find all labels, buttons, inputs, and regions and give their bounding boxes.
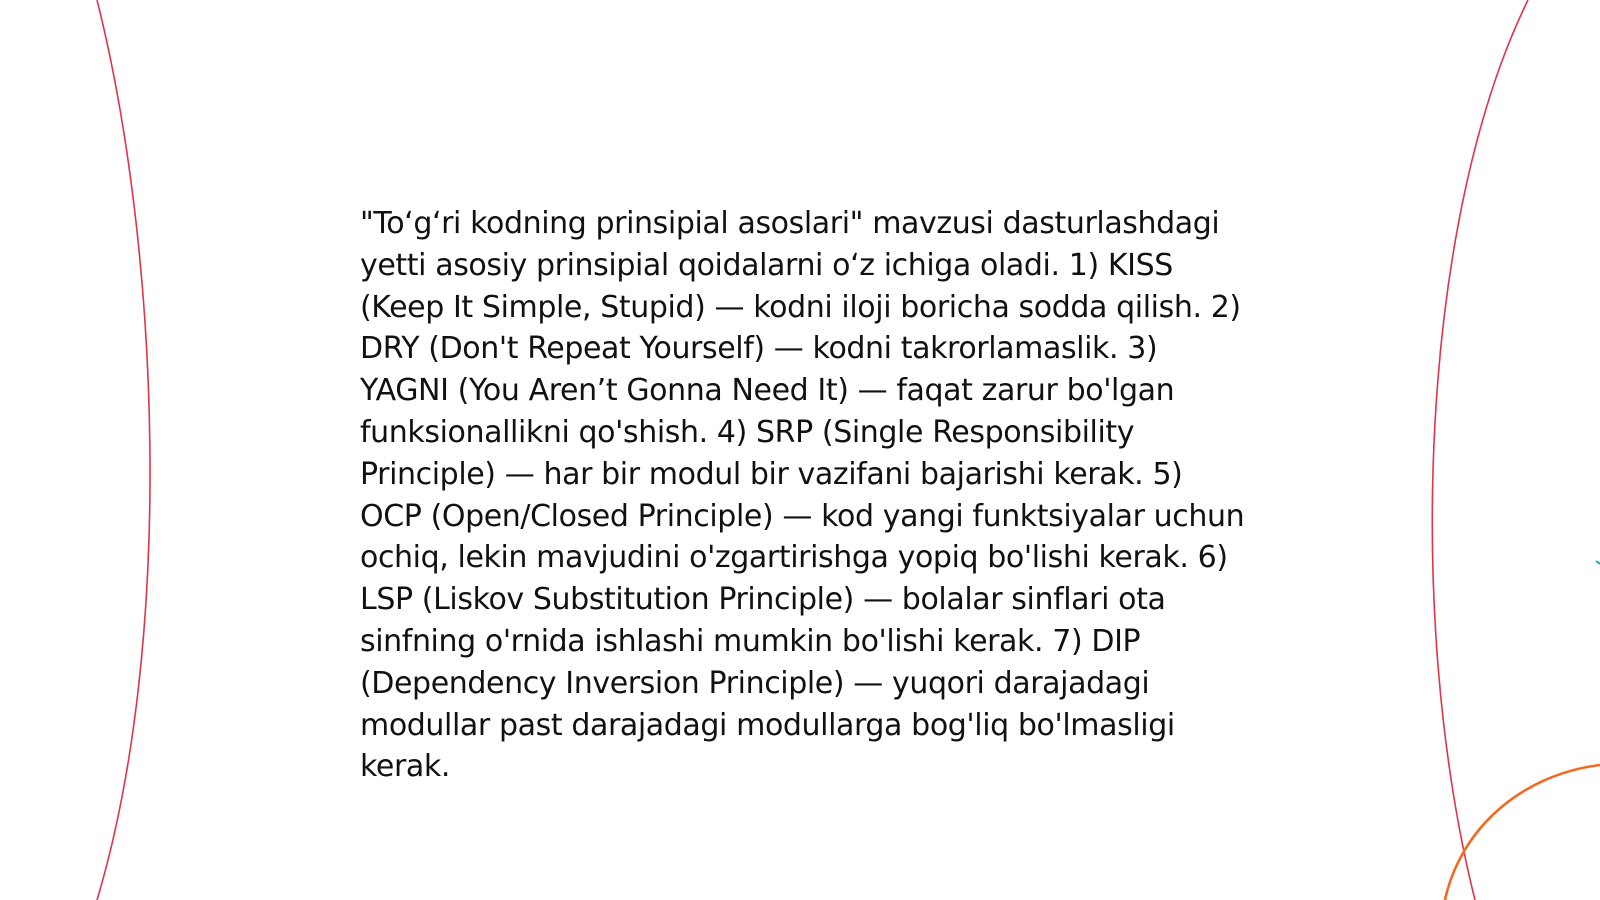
body-text: "To‘g‘ri kodning prinsipial asoslari" mavzusi dasturlashdagi yetti asosiy prinsipial qoidalarni o‘z ichiga oladi. 1) KISS (Keep It Simple, Stupid) — kodni iloji boricha sodda qilish. 2) DRY (Don't Repeat Yourself) — kodni takrorlamaslik. 3) YAGNI (You Aren’t Gonna Need It) — faqat zarur bo'lgan funksionallikni qo'shish. 4) SRP (Single Responsibility Principle) — har bir modul bir vazifani bajarishi kerak. 5) OCP (Open/Closed Principle) — kod yangi funktsiyalar uchun ochiq, lekin mavjudini o'zgartirishga yopiq bo'lishi kerak. 6) LSP (Liskov Substitution Principle) — bolalar sinflari ota sinfning o'rnida ishlashi mumkin bo'lishi kerak. 7) DIP (Dependency Inversion Principle) — yuqori darajadagi modullar past darajadagi modullarga bog'liq bo'lmasligi kerak. [360, 206, 1245, 785]
orange-arc [1445, 765, 1600, 900]
right-red-curve [1432, 0, 1528, 900]
left-red-curve [97, 0, 150, 900]
teal-mark [1596, 561, 1600, 564]
